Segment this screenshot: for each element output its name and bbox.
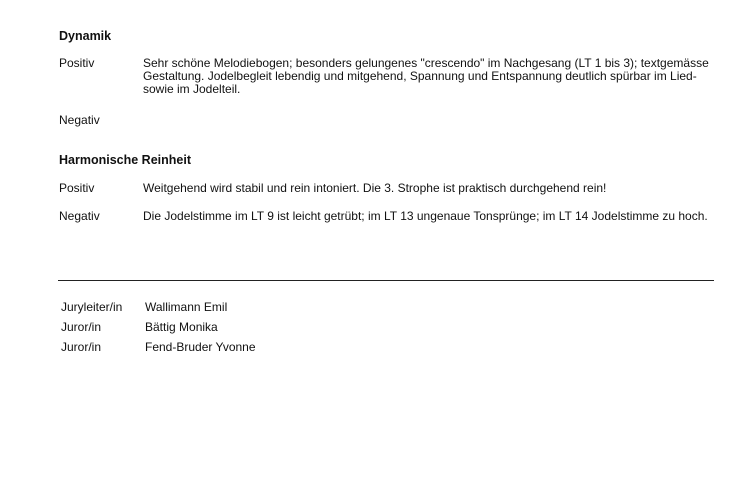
jury-role: Juror/in bbox=[61, 340, 102, 354]
jury-list bbox=[61, 300, 256, 360]
jury-name: Bättig Monika bbox=[145, 320, 218, 334]
reinheit-positiv-text: Weitgehend wird stabil und rein intoniert. Die 3. Strophe ist praktisch durchgehend rein! bbox=[143, 181, 607, 195]
section-title-dynamik: Dynamik bbox=[59, 29, 112, 43]
reinheit-positiv-label: Positiv bbox=[59, 181, 95, 195]
dynamik-positiv-text: Sehr schöne Melodiebogen; besonders gelungenes "crescendo" im Nachgesang (LT 1 bis 3); textgemässe Gestaltung. Jodelbegleit lebendig und mitgehend, Spannung und Entspannung deutlich spürbar im Lied- sowie im Jodelteil. bbox=[143, 56, 709, 96]
dynamik-negativ-label: Negativ bbox=[59, 113, 100, 127]
reinheit-negativ-text: Die Jodelstimme im LT 9 ist leicht getrübt; im LT 13 ungenaue Tonsprünge; im LT 14 Jodelstimme zu hoch. bbox=[143, 209, 708, 223]
jury-row bbox=[61, 320, 256, 340]
reinheit-positiv-row bbox=[59, 182, 719, 195]
jury-role: Juror/in bbox=[61, 320, 102, 334]
dynamik-negativ-row bbox=[59, 114, 719, 127]
reinheit-negativ-label: Negativ bbox=[59, 209, 100, 223]
reinheit-negativ-row bbox=[59, 210, 719, 223]
dynamik-negativ-text bbox=[143, 114, 719, 127]
dynamik-positiv-row bbox=[59, 57, 719, 96]
dynamik-positiv-label: Positiv bbox=[59, 56, 95, 70]
jury-name: Fend-Bruder Yvonne bbox=[145, 340, 256, 354]
jury-row bbox=[61, 300, 256, 320]
section-title-reinheit: Harmonische Reinheit bbox=[59, 153, 191, 167]
signature-divider bbox=[58, 280, 714, 281]
jury-role: Juryleiter/in bbox=[61, 300, 123, 314]
jury-name: Wallimann Emil bbox=[145, 300, 228, 314]
jury-row bbox=[61, 340, 256, 360]
